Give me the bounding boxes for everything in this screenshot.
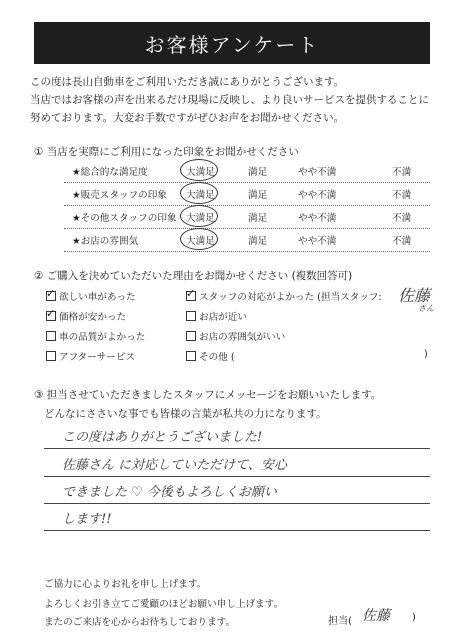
row-divider (64, 182, 430, 183)
q2-checkbox-item[interactable]: アフターサービス (46, 349, 135, 363)
intro-line-1: この度は長山自動車をご利用いただき誠にありがとうございます。 (30, 76, 345, 88)
selected-circle (180, 159, 218, 181)
q2-checkbox-item[interactable]: お店が近い (186, 309, 247, 323)
q1-option[interactable]: やや不満 (298, 167, 337, 178)
q1-option[interactable]: やや不満 (298, 236, 337, 247)
q1-row-label: ★お店の雰囲気 (72, 236, 139, 247)
q1-option[interactable]: 満足 (248, 213, 268, 224)
checkbox-icon[interactable] (186, 331, 196, 341)
checkbox-checked-icon[interactable] (46, 291, 56, 301)
selected-circle (180, 182, 218, 204)
staff-suffix-handwritten: さん (418, 304, 434, 313)
q1-option[interactable]: 不満 (392, 213, 412, 224)
q1-option[interactable]: 満足 (248, 190, 268, 201)
message-rule (44, 503, 430, 504)
message-rule (44, 530, 430, 531)
checkbox-icon[interactable] (46, 351, 56, 361)
q1-option[interactable]: 満足 (248, 167, 268, 178)
message-rule (44, 476, 430, 477)
q1-option[interactable]: 大満足 (186, 167, 215, 178)
footer-line-1: ご協力に心よりお礼を申し上げます。 (44, 579, 207, 590)
row-divider (64, 228, 430, 229)
row-divider (64, 205, 430, 206)
q2-checkbox-item[interactable]: 車の品質がよかった (46, 329, 145, 343)
q1-option[interactable]: やや不満 (298, 190, 337, 201)
footer-line-3: またのご来店を心からお待ちしております。 (44, 617, 236, 628)
q1-row-label: ★総合的な満足度 (72, 167, 148, 178)
q1-option[interactable]: 不満 (392, 236, 412, 247)
q1-title: ① 当店を実際にご利用になった印象をお聞かせください (34, 146, 299, 158)
footer-line-2: よろしくお引き立てご愛顧のほどお願い申し上げます。 (44, 599, 284, 610)
message-line: します!! (62, 512, 112, 527)
checkbox-checked-icon[interactable] (186, 291, 196, 301)
checkbox-icon[interactable] (186, 311, 196, 321)
selected-circle (180, 205, 218, 227)
tanto-name-handwritten: 佐藤 (362, 608, 390, 624)
message-rule (44, 448, 430, 449)
q2-checkbox-item[interactable]: お店の雰囲気がいい (186, 329, 285, 343)
q2-title: ② ご購入を決めていただいた理由をお聞かせください (複数回答可) (34, 270, 353, 282)
q2-checkbox-item[interactable]: ✓価格が安かった (46, 309, 126, 323)
intro-line-3: 努めております。大変お手数ですがぜひお声をお聞かせください。 (30, 112, 345, 124)
checkbox-icon[interactable] (186, 351, 196, 361)
q1-option[interactable]: 不満 (392, 190, 412, 201)
tanto-label: 担当( (328, 616, 352, 627)
checkbox-checked-icon[interactable] (46, 311, 56, 321)
row-divider (64, 251, 430, 252)
tanto-close: ) (412, 612, 416, 623)
staff-name-handwritten: 佐藤 (398, 286, 431, 305)
q1-option[interactable]: 不満 (392, 167, 412, 178)
q1-option[interactable]: 大満足 (186, 190, 215, 201)
checkbox-icon[interactable] (46, 331, 56, 341)
survey-title: お客様アンケート (34, 22, 430, 64)
other-close-paren: ) (424, 349, 428, 360)
q3-subtitle: どんなにささいな事でも皆様の言葉が私共の力になります。 (44, 408, 327, 420)
selected-circle (180, 228, 218, 250)
q2-checkbox-item[interactable]: ✓ スタッフの対応がよかった (担当スタッフ: (186, 289, 382, 303)
message-line: 佐藤さん に対応していただけて、安心 (62, 458, 287, 473)
message-line: できました ♡ 今後もよろしくお願い (62, 485, 277, 500)
q1-row-label: ★販売スタッフの印象 (72, 190, 167, 201)
q1-option[interactable]: やや不満 (298, 213, 337, 224)
q1-option[interactable]: 満足 (248, 236, 268, 247)
q1-row-label: ★その他スタッフの印象 (72, 213, 177, 224)
q1-option[interactable]: 大満足 (186, 236, 215, 247)
message-line: この度はありがとうございました! (62, 430, 263, 445)
q3-title: ③ 担当させていただきましたスタッフにメッセージをお願いいたします。 (34, 389, 382, 401)
intro-line-2: 当店ではお客様の声を出来るだけ現場に反映し、より良いサービスを提供することに (30, 94, 429, 106)
q1-option[interactable]: 大満足 (186, 213, 215, 224)
q2-checkbox-item[interactable]: ✓欲しい車があった (46, 289, 136, 303)
q2-checkbox-item[interactable]: その他 ( (186, 349, 235, 363)
